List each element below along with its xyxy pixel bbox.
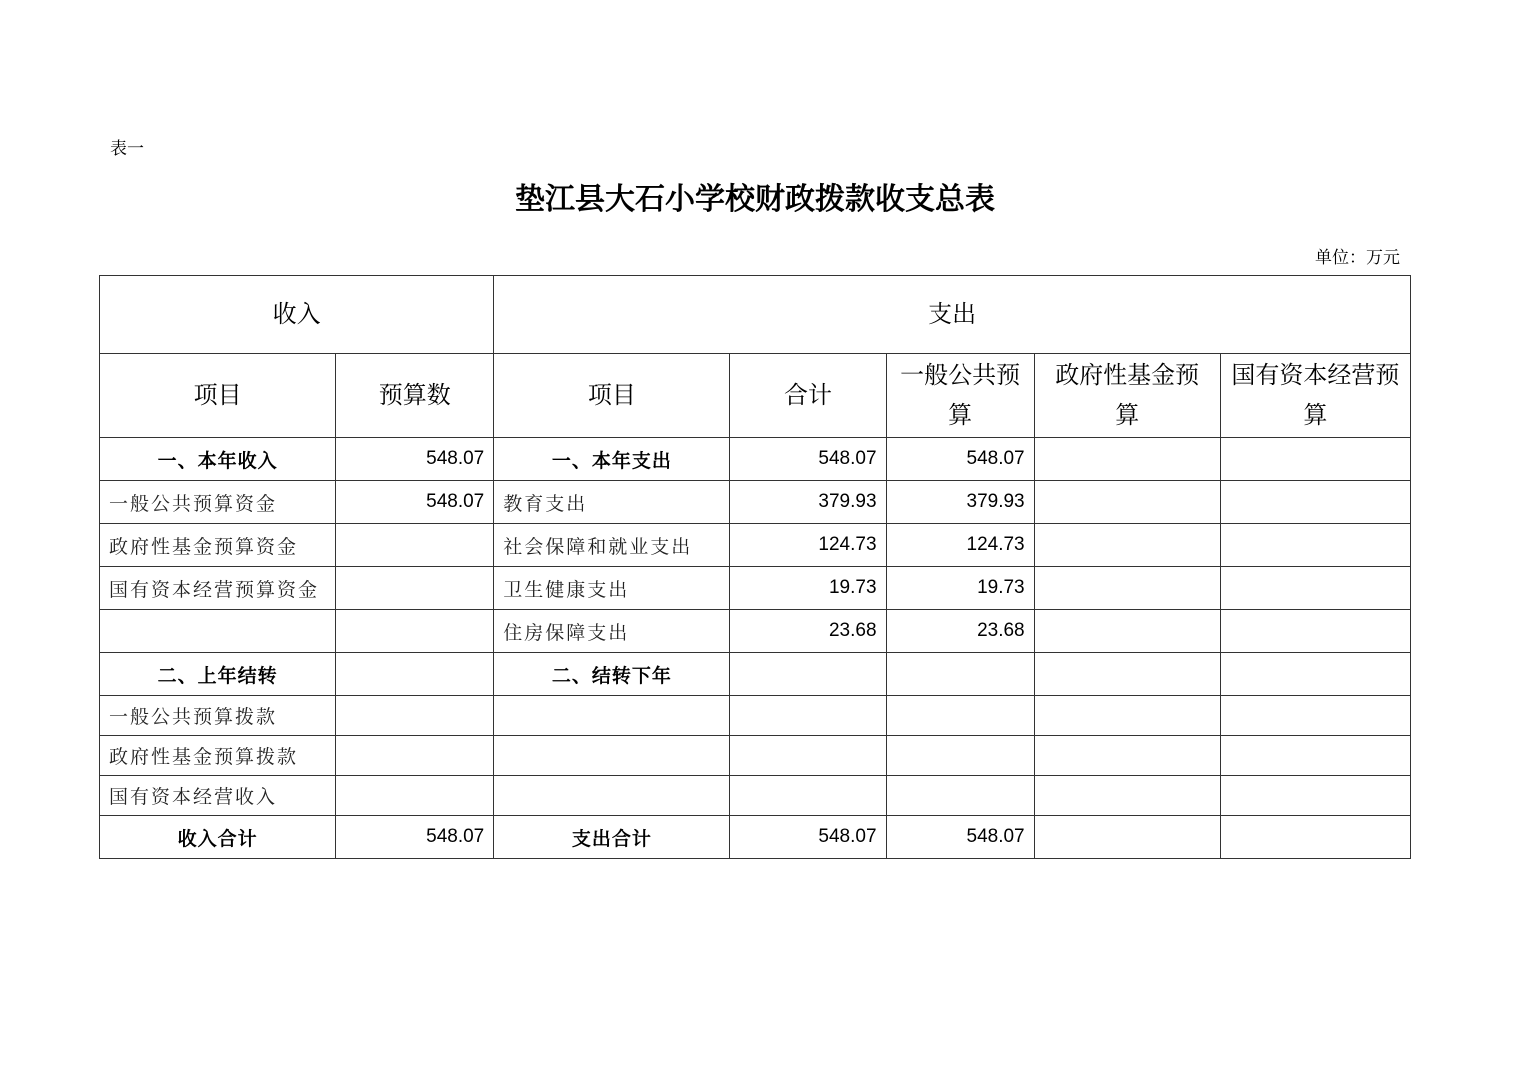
table-cell [1220,610,1410,653]
table-cell [336,736,494,776]
table-cell [886,653,1034,696]
budget-table [99,275,1411,859]
table-cell: 548.07 [336,816,494,859]
table-cell [494,696,730,736]
table-cell: 社会保障和就业支出 [494,524,730,567]
column-header: 政府性基金预算 [1034,354,1220,438]
column-header: 合计 [730,354,886,438]
table-row [100,524,1411,567]
table-cell [730,736,886,776]
table-cell [1034,438,1220,481]
table-cell [1034,736,1220,776]
table-cell: 教育支出 [494,481,730,524]
table-cell [1220,438,1410,481]
column-header: 一般公共预算 [886,354,1034,438]
table-cell: 政府性基金预算资金 [100,524,336,567]
table-cell: 政府性基金预算拨款 [100,736,336,776]
table-cell [886,696,1034,736]
table-cell [336,776,494,816]
table-cell [1220,481,1410,524]
table-row [100,438,1411,481]
table-cell [1034,653,1220,696]
table-cell: 一、本年收入 [100,438,336,481]
table-cell [886,776,1034,816]
table-cell [730,776,886,816]
table-cell: 一般公共预算资金 [100,481,336,524]
table-cell [1034,567,1220,610]
table-cell [1220,736,1410,776]
table-cell [1034,610,1220,653]
table-cell [1034,524,1220,567]
table-cell: 23.68 [730,610,886,653]
table-cell: 548.07 [336,438,494,481]
group-header-row [100,276,1411,354]
table-cell: 124.73 [730,524,886,567]
table-cell: 国有资本经营收入 [100,776,336,816]
table-cell: 548.07 [886,816,1034,859]
total-row [100,816,1411,859]
table-cell: 一、本年支出 [494,438,730,481]
column-header: 国有资本经营预算 [1220,354,1410,438]
table-tag: 表一 [110,139,144,159]
table-cell [730,653,886,696]
table-cell [886,736,1034,776]
table-cell: 二、结转下年 [494,653,730,696]
table-cell: 收入合计 [100,816,336,859]
table-cell [336,696,494,736]
table-cell [100,610,336,653]
table-cell: 124.73 [886,524,1034,567]
table-cell: 548.07 [730,816,886,859]
table-row [100,696,1411,736]
table-row [100,567,1411,610]
column-header: 项目 [100,354,336,438]
table-row [100,610,1411,653]
table-cell [1220,816,1410,859]
table-cell [336,653,494,696]
column-header: 预算数 [336,354,494,438]
table-cell: 住房保障支出 [494,610,730,653]
document-title: 垫江县大石小学校财政拨款收支总表 [515,182,995,217]
table-cell [1220,653,1410,696]
table-cell: 548.07 [336,481,494,524]
table-cell: 379.93 [730,481,886,524]
table-cell [336,524,494,567]
table-cell [1220,524,1410,567]
table-cell: 19.73 [886,567,1034,610]
table-cell [1220,696,1410,736]
table-cell [1034,816,1220,859]
table-cell: 国有资本经营预算资金 [100,567,336,610]
table-cell: 548.07 [730,438,886,481]
column-header-row [100,354,1411,438]
table-cell [1034,776,1220,816]
table-cell [336,610,494,653]
column-header: 项目 [494,354,730,438]
table-cell: 19.73 [730,567,886,610]
table-cell [336,567,494,610]
table-cell: 23.68 [886,610,1034,653]
table-cell [730,696,886,736]
table-cell [1034,696,1220,736]
table-cell: 支出合计 [494,816,730,859]
unit-label: 单位：万元 [1315,248,1400,268]
table-cell: 卫生健康支出 [494,567,730,610]
table-cell [494,776,730,816]
table-row [100,736,1411,776]
table-row [100,776,1411,816]
table-cell [1220,567,1410,610]
table-cell: 一般公共预算拨款 [100,696,336,736]
table-cell: 二、上年结转 [100,653,336,696]
table-cell [1034,481,1220,524]
table-cell [494,736,730,776]
table-cell: 379.93 [886,481,1034,524]
table-row [100,481,1411,524]
table-row [100,653,1411,696]
table-cell: 548.07 [886,438,1034,481]
table-cell [1220,776,1410,816]
income-group-header: 收入 [100,276,494,354]
expense-group-header: 支出 [494,276,1411,354]
